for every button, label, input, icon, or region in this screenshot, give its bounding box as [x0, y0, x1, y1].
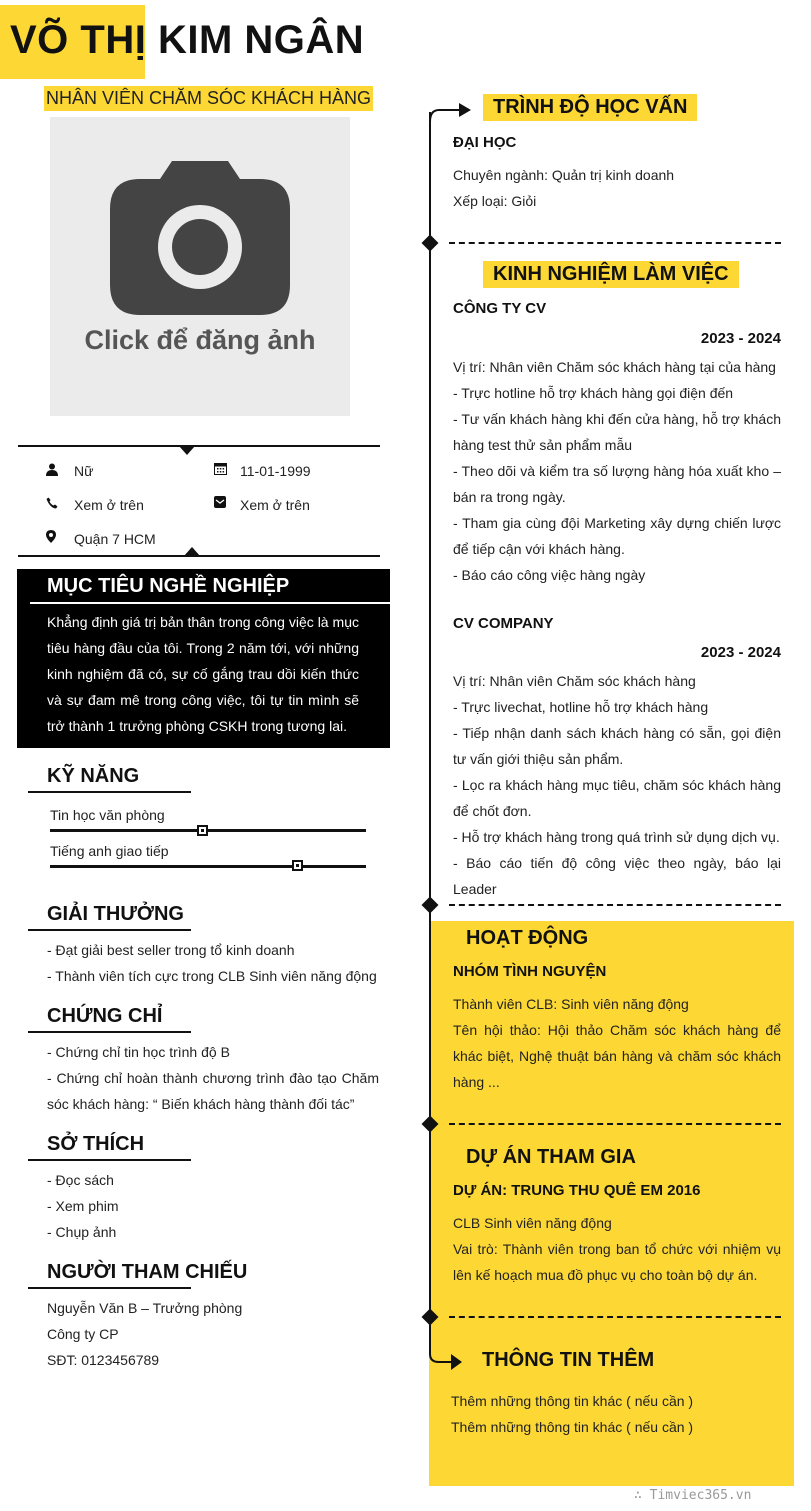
map-pin-icon: [44, 529, 58, 543]
photo-caption[interactable]: Click để đăng ảnh: [84, 325, 316, 355]
award-item: - Thành viên tích cực trong CLB Sinh viên năng động: [47, 968, 377, 984]
job-line: Vị trí: Nhân viên Chăm sóc khách hàng: [453, 673, 696, 689]
skills-underline: [28, 791, 191, 793]
job-line: - Báo cáo công việc hàng ngày: [453, 567, 646, 583]
skill-label: Tiếng anh giao tiếp: [50, 843, 169, 859]
additional-line: Thêm những thông tin khác ( nếu cần ): [451, 1393, 694, 1409]
education-school: ĐẠI HỌC: [453, 134, 517, 151]
hobby-item: - Đọc sách: [47, 1172, 114, 1188]
projects-title: DỰ ÁN THAM GIA: [466, 1146, 636, 1168]
camera-icon: [50, 117, 350, 327]
section-separator: [449, 242, 781, 244]
job-line: - Lọc ra khách hàng mục tiêu, chăm sóc khách hàng để chốt đơn.: [453, 777, 781, 819]
timeline-start-arrow-icon: [429, 101, 473, 123]
contact-top-divider: [18, 445, 380, 447]
education-line: Chuyên ngành: Quản trị kinh doanh: [453, 167, 675, 183]
certificates-underline: [28, 1031, 191, 1033]
job-line: - Trực hotline hỗ trợ khách hàng gọi điện đến: [453, 385, 734, 401]
section-separator: [449, 1123, 781, 1125]
job-period: 2023 - 2024: [700, 330, 781, 347]
phone-value: Xem ở trên: [74, 497, 144, 513]
references-underline: [28, 1287, 191, 1289]
job-line: Vị trí: Nhân viên Chăm sóc khách hàng tại của hàng: [453, 359, 776, 375]
phone-icon: [45, 496, 59, 510]
job-line: - Trực livechat, hotline hỗ trợ khách hàng: [453, 699, 709, 715]
reference-item: Nguyễn Văn B – Trưởng phòng: [47, 1300, 243, 1316]
skill-level-marker: [197, 825, 208, 836]
address-value: Quận 7 HCM: [74, 531, 156, 547]
reference-item: SĐT: 0123456789: [47, 1352, 160, 1368]
certificates-title: CHỨNG CHỈ: [47, 1005, 163, 1027]
education-title: TRÌNH ĐỘ HỌC VẤN: [483, 94, 697, 121]
references-title: NGƯỜI THAM CHIẾU: [47, 1261, 248, 1283]
activity-line: Tên hội thảo: Hội thảo Chăm sóc khách hàng để khác biệt, Nghệ thuật bán hàng và chăm sóc khách hàng ...: [453, 1022, 781, 1090]
company-name: CÔNG TY CV: [453, 300, 547, 317]
timeline-line: [429, 112, 431, 1352]
objective-title: MỤC TIÊU NGHỀ NGHIỆP: [47, 575, 290, 597]
objective-underline: [30, 602, 390, 604]
candidate-name: VÕ THỊ KIM NGÂN: [10, 18, 365, 62]
hobbies-underline: [28, 1159, 191, 1161]
skill-label: Tin học văn phòng: [50, 807, 165, 823]
activity-line: Thành viên CLB: Sinh viên năng động: [453, 996, 689, 1012]
job-line: - Báo cáo tiến độ công việc theo ngày, báo lại Leader: [453, 855, 781, 897]
job-period: 2023 - 2024: [700, 644, 781, 661]
skills-title: KỸ NĂNG: [47, 765, 140, 787]
job-line: - Tham gia cùng đội Marketing xây dựng chiến lược để tiếp cận với khách hàng.: [453, 515, 781, 557]
calendar-icon: [213, 461, 227, 475]
job-line: - Theo dõi và kiểm tra số lượng hàng hóa xuất kho – bán ra trong ngày.: [453, 463, 781, 505]
company-name: CV COMPANY: [453, 615, 554, 632]
job-line: - Hỗ trợ khách hàng trong quá trình sử dụng dịch vụ.: [453, 829, 780, 845]
brand-watermark: ∴ Timviec365.vn: [634, 1488, 752, 1503]
certificate-item: - Chứng chỉ tin học trình độ B: [47, 1044, 230, 1060]
birthday-value: 11-01-1999: [240, 463, 311, 479]
hobby-item: - Chụp ảnh: [47, 1224, 117, 1240]
skill-bar: [50, 829, 366, 832]
project-line: CLB Sinh viên năng động: [453, 1215, 612, 1231]
skill-level-marker: [292, 860, 303, 871]
award-item: - Đạt giải best seller trong tổ kinh doanh: [47, 942, 295, 958]
user-icon: [45, 462, 59, 476]
hobbies-title: SỞ THÍCH: [47, 1133, 145, 1155]
timeline-node: [422, 235, 439, 252]
timeline-end-arrow-icon: [429, 1340, 465, 1372]
hobby-item: - Xem phim: [47, 1198, 119, 1214]
job-line: - Tư vấn khách hàng khi đến cửa hàng, hỗ trợ khách hàng test thử sản phẩm mẫu: [453, 411, 781, 453]
job-title: NHÂN VIÊN CHĂM SÓC KHÁCH HÀNG: [44, 86, 373, 111]
certificate-item: - Chứng chỉ hoàn thành chương trình đào tạo Chăm sóc khách hàng: “ Biến khách hàng thành đối tác”: [47, 1070, 379, 1112]
section-separator: [449, 1316, 781, 1318]
divider-arrow-up: [184, 547, 200, 556]
project-line: Vai trò: Thành viên trong ban tổ chức với nhiệm vụ lên kế hoạch mua đồ phục vụ cho toàn bộ dự án.: [453, 1241, 781, 1283]
job-line: - Tiếp nhận danh sách khách hàng có sẵn, gọi điện tư vấn giới thiệu sản phẩm.: [453, 725, 781, 767]
activities-org: NHÓM TÌNH NGUYỆN: [453, 963, 607, 980]
awards-title: GIẢI THƯỞNG: [47, 903, 184, 925]
envelope-icon: [213, 495, 227, 509]
additional-title: THÔNG TIN THÊM: [482, 1349, 655, 1371]
skill-bar: [50, 865, 366, 868]
timeline-node: [422, 897, 439, 914]
activities-title: HOẠT ĐỘNG: [466, 927, 589, 949]
gender-value: Nữ: [74, 463, 94, 479]
additional-line: Thêm những thông tin khác ( nếu cần ): [451, 1419, 694, 1435]
reference-item: Công ty CP: [47, 1326, 119, 1342]
photo-upload[interactable]: [50, 117, 350, 416]
section-separator: [449, 904, 781, 906]
education-line: Xếp loại: Giỏi: [453, 193, 537, 209]
email-value: Xem ở trên: [240, 497, 310, 513]
awards-underline: [28, 929, 191, 931]
objective-text: Khẳng định giá trị bản thân trong công việc là mục tiêu hàng đầu của tôi. Trong 2 năm tới, với những kinh nghiệm đã có, sự cố gắng trau dồi kiến thức và sự đam mê trong công việc, tôi tự tin mình sẽ trở thành 1 trưởng phòng CSKH trong tương lai.: [47, 614, 359, 734]
project-name: DỰ ÁN: TRUNG THU QUÊ EM 2016: [453, 1182, 701, 1199]
divider-arrow-down: [179, 446, 195, 455]
experience-title: KINH NGHIỆM LÀM VIỆC: [483, 261, 739, 288]
